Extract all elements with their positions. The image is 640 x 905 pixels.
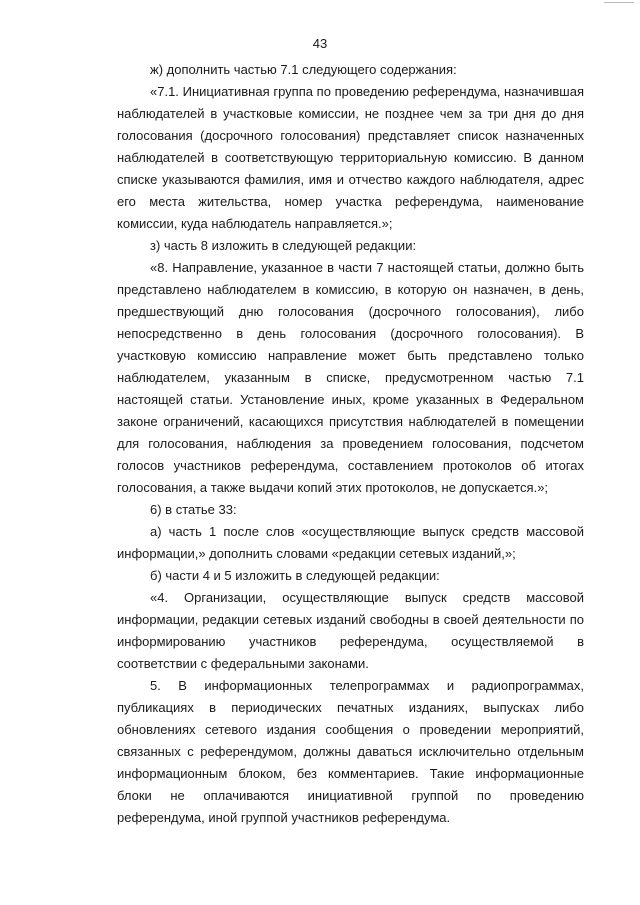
paragraph-5: 5. В информационных телепрограммах и радиопрограммах, публикациях в периодических печатных изданиях, выпусках либо обновлениях сетевого издания сообщения о проведении мероприятий, связанных с референдумом, должны даваться исключительно отдельным информационным блоком, без комментариев. Такие информационные блоки не оплачиваются инициативной группой по проведению референдума, иной группой участников референдума. — [117, 678, 584, 825]
paragraph-z: з) часть 8 изложить в следующей редакции: — [150, 238, 417, 253]
paragraph-7-1: «7.1. Инициативная группа по проведению референдума, назначившая наблюдателей в участковые комиссии, не позднее чем за три дня до дня голосования (досрочного голосования) представляет список назначенных наблюдателей в соответствующую территориальную комиссию. В данном списке указываются фамилия, имя и отчество каждого наблюдателя, адрес его места жительства, номер участка референдума, наименование комиссии, куда наблюдатель направляется.»; — [117, 84, 584, 231]
paragraph-4: «4. Организации, осуществляющие выпуск средств массовой информации, редакции сетевых изданий свободны в своей деятельности по информированию участников референдума, осуществляемой в соответствии с федеральными законами. — [117, 590, 584, 671]
paragraph-zh: ж) дополнить частью 7.1 следующего содержания: — [150, 62, 457, 77]
paragraph-item-6: 6) в статье 33: — [150, 502, 237, 517]
document-body — [117, 59, 584, 829]
scan-corner-mark — [604, 2, 634, 3]
paragraph-a: а) часть 1 после слов «осуществляющие выпуск средств массовой информации,» дополнить словами «редакции сетевых изданий,»; — [117, 524, 584, 561]
paragraph-8: «8. Направление, указанное в части 7 настоящей статьи, должно быть представлено наблюдателем в комиссию, в которую он назначен, в день, предшествующий дню голосования (досрочного голосования), либо непосредственно в день голосования (досрочного голосования). В участковую комиссию направление может быть представлено только наблюдателем, указанным в списке, предусмотренном частью 7.1 настоящей статьи. Установление иных, кроме указанных в Федеральном законе ограничений, касающихся присутствия наблюдателей в помещении для голосования, наблюдения за проведением голосования, подсчетом голосов участников референдума, составлением протоколов об итогах голосования, а также выдачи копий этих протоколов, не допускается.»; — [117, 260, 584, 495]
page-number: 43 — [312, 36, 328, 51]
paragraph-b: б) части 4 и 5 изложить в следующей редакции: — [150, 568, 440, 583]
